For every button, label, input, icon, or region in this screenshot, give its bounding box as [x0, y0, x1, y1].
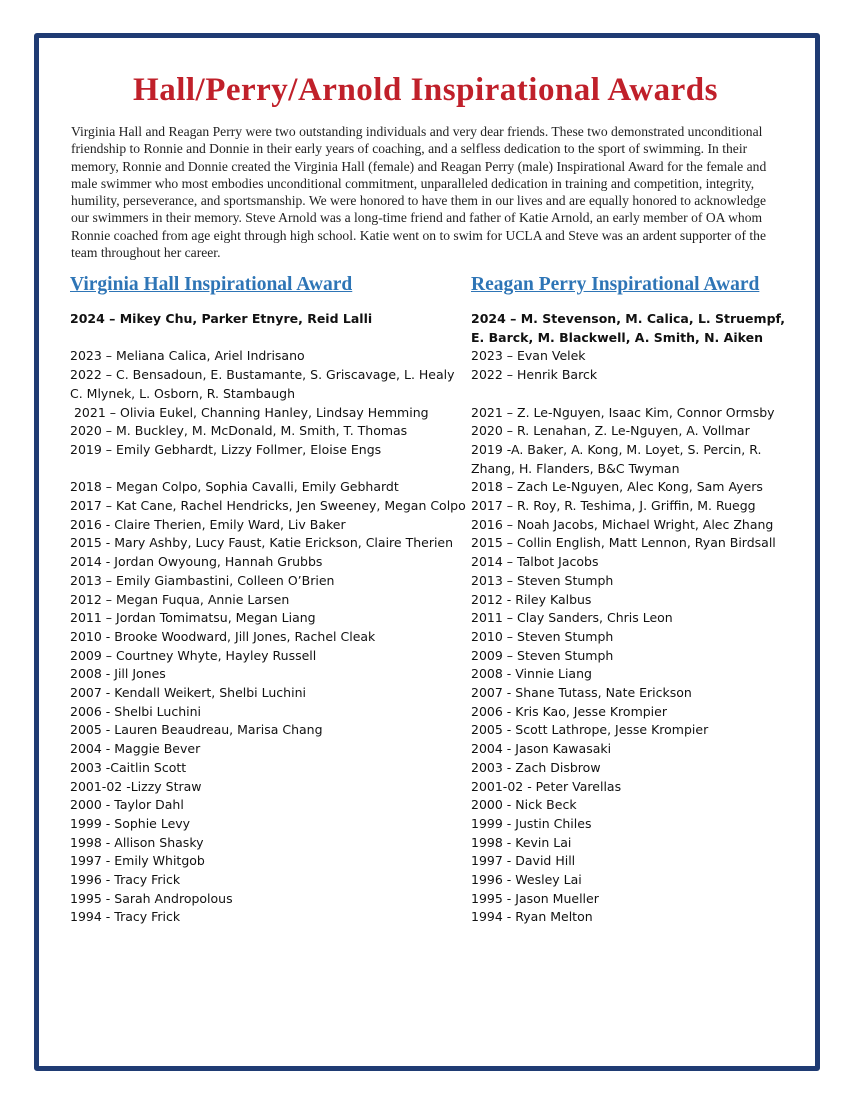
award-entry: 2024 – Mikey Chu, Parker Etnyre, Reid Lalli: [70, 311, 373, 326]
page-title: Hall/Perry/Arnold Inspirational Awards: [133, 72, 718, 108]
award-entry: 2014 - Jordan Owyoung, Hannah Grubbs: [70, 554, 323, 570]
award-entry: 2022 – Henrik Barck: [471, 367, 598, 383]
award-entry: 2005 - Lauren Beaudreau, Marisa Chang: [70, 722, 323, 738]
award-entry: 2004 - Jason Kawasaki: [471, 741, 612, 757]
award-entry: 1998 - Kevin Lai: [471, 834, 572, 850]
award-entry: 2023 – Meliana Calica, Ariel Indrisano: [70, 348, 305, 364]
award-entry: 2018 – Megan Colpo, Sophia Cavalli, Emily Gebhardt: [70, 479, 399, 495]
award-entry: 2017 – R. Roy, R. Teshima, J. Griffin, M. Ruegg: [471, 498, 756, 514]
award-entry: 2014 – Talbot Jacobs: [471, 554, 599, 570]
award-entry: 2019 -A. Baker, A. Kong, M. Loyet, S. Percin, R. Zhang, H. Flanders, B&C Twyman: [471, 441, 762, 476]
award-entry: 2013 – Steven Stumph: [471, 572, 614, 588]
award-entry: 2007 - Shane Tutass, Nate Erickson: [471, 685, 692, 701]
award-entry: 2004 - Maggie Bever: [70, 741, 201, 757]
award-entry: 2011 – Clay Sanders, Chris Leon: [471, 610, 673, 626]
award-entry: 1996 - Tracy Frick: [70, 872, 181, 888]
award-entry: 2000 - Taylor Dahl: [70, 797, 184, 813]
award-entry: 1994 - Ryan Melton: [471, 909, 593, 925]
award-entry: 2001-02 -Lizzy Straw: [70, 778, 202, 794]
reagan-perry-heading: Reagan Perry Inspirational Award: [471, 274, 760, 295]
award-entry: 2020 – R. Lenahan, Z. Le-Nguyen, A. Vollmar: [471, 423, 750, 439]
award-entry: 1999 - Justin Chiles: [471, 815, 592, 831]
award-entry: 2015 – Collin English, Matt Lennon, Ryan Birdsall: [471, 535, 776, 551]
award-entry: 1997 - Emily Whitgob: [70, 853, 205, 869]
award-entry: 2006 - Kris Kao, Jesse Krompier: [471, 703, 667, 719]
award-entry: 2003 -Caitlin Scott: [70, 759, 187, 775]
award-entry: 2019 – Emily Gebhardt, Lizzy Follmer, Eloise Engs: [70, 441, 382, 457]
award-entry: 2021 – Olivia Eukel, Channing Hanley, Lindsay Hemming: [70, 404, 429, 420]
award-entry: 2020 – M. Buckley, M. McDonald, M. Smith, T. Thomas: [70, 423, 408, 439]
award-entry: 1994 - Tracy Frick: [70, 909, 181, 925]
award-entry: C. Mlynek, L. Osborn, R. Stambaugh: [70, 385, 295, 401]
award-entry: 2003 - Zach Disbrow: [471, 759, 601, 775]
award-entry: 2009 – Steven Stumph: [471, 647, 614, 663]
award-entry: 1998 - Allison Shasky: [70, 834, 204, 850]
virginia-hall-heading: Virginia Hall Inspirational Award: [70, 274, 353, 295]
award-entry: 2018 – Zach Le-Nguyen, Alec Kong, Sam Ayers: [471, 479, 763, 495]
reagan-perry-column: [471, 274, 791, 927]
intro-paragraph: Virginia Hall and Reagan Perry were two outstanding individuals and very dear friends. These two demonstrated unconditional friendship to Ronnie and Donnie in their early years of coaching, and a selfless dedication to the sport of swimming. In their memory, Ronnie and Donnie created the Virginia Hall (female) and Reagan Perry (male) Inspirational Award for the female and male swimmer who most embodies unconditional commitment, unparalleled dedication in training and competition, integrity, humility, perseverance, and sportsmanship. We were honored to have them in our lives and are equally honored to acknowledge our swimmers in their memory. Steve Arnold was a long-time friend and father of Katie Arnold, an early member of OA whom Ronnie coached from age eight through high school. Katie went on to swim for UCLA and Steve was an ardent supporter of the team throughout her career.: [71, 124, 767, 261]
award-entry: 2001-02 - Peter Varellas: [471, 778, 622, 794]
award-entry: 1995 - Jason Mueller: [471, 890, 599, 906]
award-entry: 2005 - Scott Lathrope, Jesse Krompier: [471, 722, 709, 738]
award-entry: 2008 - Jill Jones: [70, 666, 166, 682]
award-entry: 1999 - Sophie Levy: [70, 815, 191, 831]
award-entry: 2024 – M. Stevenson, M. Calica, L. Struempf, E. Barck, M. Blackwell, A. Smith, N. Aiken: [471, 311, 786, 345]
award-entry: 2011 – Jordan Tomimatsu, Megan Liang: [70, 610, 316, 626]
award-entry: 2007 - Kendall Weikert, Shelbi Luchini: [70, 685, 306, 701]
award-entry: 2010 – Steven Stumph: [471, 628, 614, 644]
award-entry: 2021 – Z. Le-Nguyen, Isaac Kim, Connor Ormsby: [471, 404, 775, 420]
award-entry: 2000 - Nick Beck: [471, 797, 577, 813]
award-entry: 1995 - Sarah Andropolous: [70, 890, 233, 906]
virginia-hall-column: [70, 274, 475, 927]
award-entry: 2022 – C. Bensadoun, E. Bustamante, S. Griscavage, L. Healy: [70, 367, 455, 383]
award-entry: 2006 - Shelbi Luchini: [70, 703, 201, 719]
award-entry: 1996 - Wesley Lai: [471, 872, 582, 888]
award-entry: 2023 – Evan Velek: [471, 348, 586, 364]
award-entry: 2012 – Megan Fuqua, Annie Larsen: [70, 591, 290, 607]
award-entry: 2010 - Brooke Woodward, Jill Jones, Rachel Cleak: [70, 628, 376, 644]
award-entry: 2016 – Noah Jacobs, Michael Wright, Alec Zhang: [471, 516, 774, 532]
award-entry: 2013 – Emily Giambastini, Colleen O’Brien: [70, 572, 335, 588]
award-entry: 2015 - Mary Ashby, Lucy Faust, Katie Erickson, Claire Therien: [70, 535, 454, 551]
award-entry: 2017 – Kat Cane, Rachel Hendricks, Jen Sweeney, Megan Colpo: [70, 498, 466, 513]
award-entry: 2009 – Courtney Whyte, Hayley Russell: [70, 647, 317, 663]
award-entry: 2012 - Riley Kalbus: [471, 591, 592, 607]
award-entry: 2008 - Vinnie Liang: [471, 666, 592, 682]
award-entry: 2016 - Claire Therien, Emily Ward, Liv Baker: [70, 516, 346, 532]
award-entry: 1997 - David Hill: [471, 853, 576, 869]
